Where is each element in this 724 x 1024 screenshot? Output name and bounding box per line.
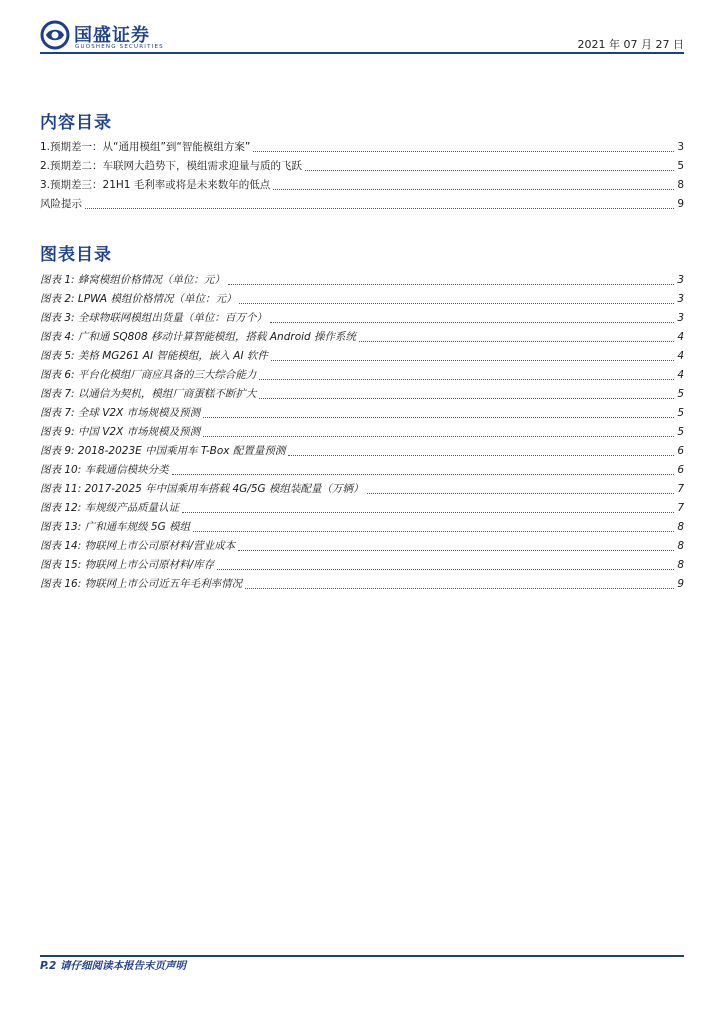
dot-leader	[259, 398, 674, 399]
figure-item-text: 图表 16: 物联网上市公司近五年毛利率情况	[40, 578, 243, 590]
figure-item-text: 图表 9: 中国 V2X 市场规模及预测	[40, 426, 201, 438]
figure-item[interactable]	[40, 290, 684, 309]
dot-leader	[253, 151, 674, 152]
figure-item[interactable]	[40, 461, 684, 480]
dot-leader	[259, 379, 674, 380]
header-divider	[40, 52, 684, 54]
figure-item[interactable]	[40, 556, 684, 575]
figure-item[interactable]	[40, 423, 684, 442]
figure-item[interactable]	[40, 347, 684, 366]
contents-item-text: 风险提示	[40, 198, 82, 210]
figure-item[interactable]	[40, 442, 684, 461]
figure-item-text: 图表 5: 美格 MG261 AI 智能模组，嵌入 AI 软件	[40, 350, 268, 362]
figures-list	[40, 271, 684, 594]
figure-item-page: 6	[677, 464, 684, 476]
dot-leader	[182, 512, 674, 513]
dot-leader	[270, 322, 674, 323]
figure-item-page: 9	[677, 578, 684, 590]
figure-item-text: 图表 13: 广和通车规级 5G 模组	[40, 521, 191, 533]
figure-item[interactable]	[40, 480, 684, 499]
dot-leader	[305, 170, 674, 171]
figure-item[interactable]	[40, 385, 684, 404]
figure-item-text: 图表 15: 物联网上市公司原材料/库存	[40, 559, 215, 571]
figure-item-text: 图表 12: 车规级产品质量认证	[40, 502, 180, 514]
dot-leader	[193, 531, 674, 532]
figure-item-page: 6	[677, 445, 684, 457]
figure-item-page: 8	[677, 540, 684, 552]
contents-item[interactable]	[40, 195, 684, 214]
figure-item-text: 图表 7: 全球 V2X 市场规模及预测	[40, 407, 201, 419]
contents-item-text: 3.预期差三：21H1 毛利率或将是未来数年的低点	[40, 179, 271, 191]
figure-item-page: 7	[677, 502, 684, 514]
figure-item-page: 3	[677, 312, 684, 324]
figure-item-text: 图表 1: 蜂窝模组价格情况（单位：元）	[40, 274, 225, 286]
figure-item[interactable]	[40, 404, 684, 423]
dot-leader	[217, 569, 674, 570]
figure-item-text: 图表 4: 广和通 SQ808 移动计算智能模组，搭载 Android 操作系统	[40, 331, 357, 343]
dot-leader	[245, 588, 674, 589]
contents-item-page: 3	[677, 141, 684, 153]
dot-leader	[239, 303, 674, 304]
contents-title: 内容目录	[40, 113, 112, 133]
figure-item-text: 图表 11: 2017-2025 年中国乘用车搭载 4G/5G 模组装配量（万辆）	[40, 483, 364, 495]
figure-item-page: 5	[677, 407, 684, 419]
report-date: 2021 年 07 月 27 日	[577, 38, 684, 51]
contents-item-text: 2.预期差二：车联网大趋势下，模组需求迎量与质的飞跃	[40, 160, 303, 172]
figure-item-page: 4	[677, 369, 684, 381]
figure-item[interactable]	[40, 366, 684, 385]
figure-item-text: 图表 9: 2018-2023E 中国乘用车 T-Box 配置量预测	[40, 445, 286, 457]
figure-item-page: 8	[677, 521, 684, 533]
contents-list	[40, 138, 684, 214]
page-header	[0, 0, 724, 56]
dot-leader	[367, 493, 675, 494]
contents-item[interactable]	[40, 176, 684, 195]
dot-leader	[85, 208, 674, 209]
dot-leader	[203, 436, 674, 437]
figure-item-page: 4	[677, 331, 684, 343]
guosheng-logo-icon	[40, 20, 70, 50]
figure-item[interactable]	[40, 499, 684, 518]
contents-item-text: 1.预期差一：从“通用模组”到“智能模组方案”	[40, 141, 251, 153]
dot-leader	[203, 417, 674, 418]
figure-item-page: 5	[677, 388, 684, 400]
figure-item[interactable]	[40, 575, 684, 594]
figure-item-text: 图表 14: 物联网上市公司原材料/营业成本	[40, 540, 236, 552]
logo-text-cn: 国盛证券	[74, 25, 150, 46]
dot-leader	[228, 284, 674, 285]
contents-item-page: 5	[677, 160, 684, 172]
dot-leader	[288, 455, 674, 456]
dot-leader	[271, 360, 674, 361]
dot-leader	[172, 474, 675, 475]
figure-item[interactable]	[40, 328, 684, 347]
contents-item[interactable]	[40, 157, 684, 176]
contents-item[interactable]	[40, 138, 684, 157]
dot-leader	[238, 550, 674, 551]
footer-disclaimer: P.2 请仔细阅读本报告末页声明	[40, 960, 186, 972]
dot-leader	[359, 341, 674, 342]
logo-text-en: GUOSHENG SECURITIES	[75, 44, 164, 50]
figure-item-text: 图表 10: 车载通信模块分类	[40, 464, 169, 476]
figure-item-page: 7	[677, 483, 684, 495]
figure-item-text: 图表 6: 平台化模组厂商应具备的三大综合能力	[40, 369, 257, 381]
figure-item-page: 3	[677, 293, 684, 305]
figure-item-text: 图表 2: LPWA 模组价格情况（单位：元）	[40, 293, 237, 305]
contents-item-page: 9	[677, 198, 684, 210]
figure-item-text: 图表 7: 以通信为契机，模组厂商蛋糕不断扩大	[40, 388, 257, 400]
figure-item-text: 图表 3: 全球物联网模组出货量（单位：百万个）	[40, 312, 267, 324]
figure-item-page: 5	[677, 426, 684, 438]
figures-title: 图表目录	[40, 245, 112, 265]
footer-divider	[40, 955, 684, 957]
dot-leader	[273, 189, 674, 190]
figure-item-page: 4	[677, 350, 684, 362]
figure-item-page: 3	[677, 274, 684, 286]
figure-item[interactable]	[40, 537, 684, 556]
figure-item[interactable]	[40, 271, 684, 290]
figure-item[interactable]	[40, 518, 684, 537]
contents-item-page: 8	[677, 179, 684, 191]
figure-item[interactable]	[40, 309, 684, 328]
figure-item-page: 8	[677, 559, 684, 571]
